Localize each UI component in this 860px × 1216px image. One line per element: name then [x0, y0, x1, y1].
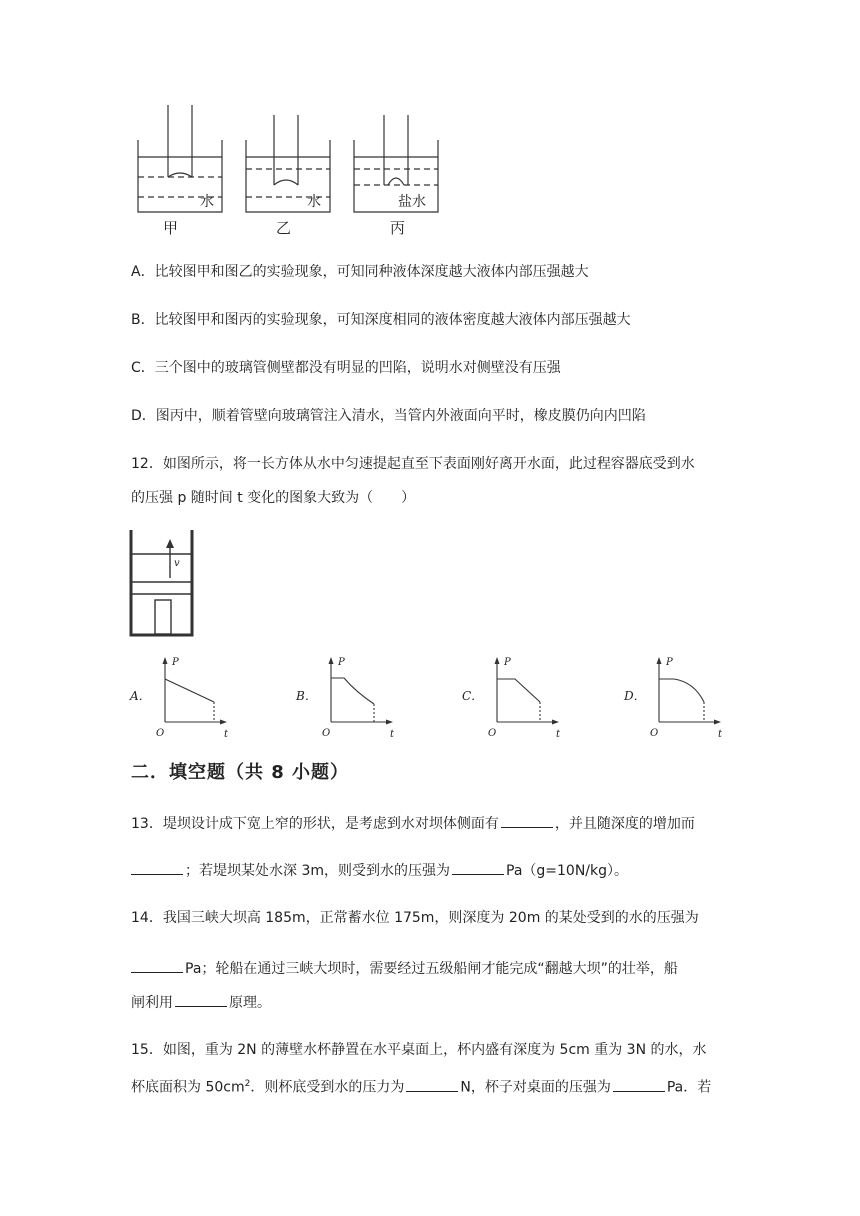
graph-a-curve — [165, 679, 214, 702]
graph-d-curve — [659, 679, 704, 702]
graph-c-y-label: P — [504, 657, 511, 668]
q13-line2 — [131, 860, 628, 881]
q15-text-e: Pa．若 — [666, 1079, 712, 1096]
q13-text-b: ，并且随深度的增加而 — [554, 816, 695, 832]
velocity-label: v — [174, 558, 180, 569]
q15-text-d: N，杯子对桌面的压强为 — [460, 1079, 611, 1096]
graph-d-x-label: t — [718, 729, 723, 740]
graph-d-option: D． — [624, 689, 646, 703]
q12-stem-line1: 12．如图所示，将一长方体从水中匀速提起直至下表面刚好离开水面，此过程容器底受到水 — [131, 456, 695, 472]
q13-text-a: 13．堤坝设计成下宽上窄的形状，是考虑到水对坝体侧面有 — [131, 816, 499, 832]
q14-blank-1[interactable] — [131, 958, 183, 973]
q12-graph-c — [460, 652, 570, 744]
graph-c-option: C． — [462, 689, 484, 703]
figure-label-bing: 丙 — [390, 219, 406, 237]
graph-b-origin: O — [322, 728, 331, 739]
graph-a-origin: O — [156, 728, 165, 739]
graph-a-y-label: P — [172, 657, 179, 668]
q12-graph-d — [622, 652, 732, 744]
q12-graph-a — [128, 652, 238, 744]
q14-line2 — [131, 958, 678, 979]
q15-text-c: ．则杯底受到水的压力为 — [250, 1079, 405, 1096]
graph-b-option: B． — [296, 689, 317, 703]
q11-option-b: B．比较图甲和图丙的实验现象，可知深度相同的液体密度越大液体内部压强越大 — [131, 312, 631, 328]
q11-option-a: A．比较图甲和图乙的实验现象，可知同种液体深度越大液体内部压强越大 — [131, 264, 589, 280]
q12-container-figure — [128, 528, 198, 640]
section-heading: 二．填空题（共 8 小题） — [131, 762, 350, 783]
q15-text-b: 杯底面积为 50cm — [131, 1079, 245, 1096]
graph-c-origin: O — [488, 728, 497, 739]
q15-superscript: 2 — [244, 1079, 251, 1089]
q14-text-b: Pa；轮船在通过三峡大坝时，需要经过五级船闸才能完成“翻越大坝”的壮举，船 — [185, 961, 678, 977]
q14-text-d: 原理。 — [229, 995, 271, 1011]
figure-label-yi: 乙 — [276, 219, 292, 237]
q13-blank-3[interactable] — [452, 860, 504, 875]
figure-label-jia: 甲 — [163, 219, 179, 237]
q13-text-c: ；若堤坝某处水深 3m，则受到水的压强为 — [185, 863, 450, 879]
q11-option-c: C．三个图中的玻璃管侧壁都没有明显的凹陷，说明水对侧壁没有压强 — [131, 360, 561, 376]
q13-blank-1[interactable] — [501, 813, 553, 828]
q14-line3 — [131, 992, 271, 1013]
graph-d-y-label: P — [666, 657, 673, 668]
graph-b-curve — [331, 678, 374, 704]
q14-line1: 14．我国三峡大坝高 185m，正常蓄水位 175m，则深度为 20m 的某处受到的水的压强为 — [131, 910, 699, 926]
q15-blank-1[interactable] — [406, 1077, 458, 1092]
graph-a-option: A． — [130, 689, 151, 703]
q15-blank-2[interactable] — [613, 1077, 665, 1092]
q12-stem-line2: 的压强 p 随时间 t 变化的图象大致为（ ） — [131, 490, 416, 506]
q13-text-d: Pa（g=10N/kg）。 — [506, 863, 629, 879]
graph-c-curve — [497, 679, 540, 702]
q14-text-c: 闸利用 — [131, 995, 173, 1011]
liquid-label-yi: 水 — [307, 194, 321, 210]
q15-line1: 15．如图，重为 2N 的薄壁水杯静置在水平桌面上，杯内盛有深度为 5cm 重为 3N 的水，水 — [131, 1042, 707, 1058]
liquid-label-bing: 盐水 — [398, 194, 426, 210]
q12-graph-b — [294, 652, 404, 744]
graph-b-y-label: P — [338, 657, 345, 668]
graph-c-x-label: t — [556, 729, 561, 740]
q11-figure — [130, 105, 450, 240]
q13-line1 — [131, 813, 695, 834]
q11-option-d: D．图丙中，顺着管壁向玻璃管注入清水，当管内外液面向平时，橡皮膜仍向内凹陷 — [131, 408, 646, 424]
q13-blank-2[interactable] — [131, 860, 183, 875]
graph-a-x-label: t — [224, 729, 229, 740]
graph-b-x-label: t — [390, 729, 395, 740]
graph-d-origin: O — [650, 728, 659, 739]
q15-line2 — [131, 1074, 711, 1098]
q14-blank-2[interactable] — [175, 992, 227, 1007]
liquid-label-jia: 水 — [200, 194, 214, 210]
